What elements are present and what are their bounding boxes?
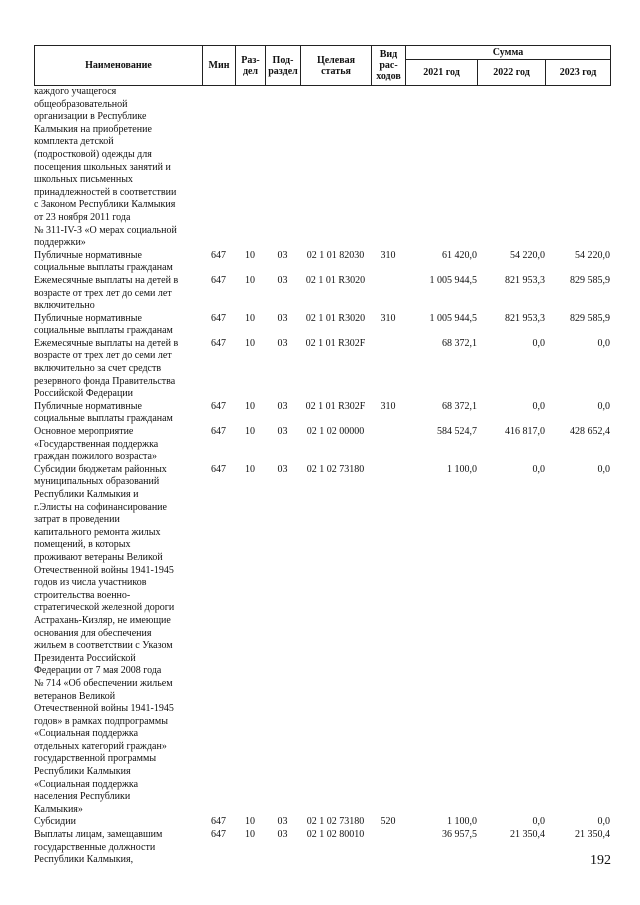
row-podrazdel: 03 (277, 312, 288, 324)
row-target: 02 1 01 R302F (305, 400, 366, 412)
row-target: 02 1 01 82030 (306, 249, 365, 261)
row-target: 02 1 01 R3020 (305, 274, 366, 286)
row-y2023: 0,0 (597, 816, 610, 828)
header-name: Наименование (35, 46, 203, 86)
row-y2021: 1 100,0 (447, 816, 477, 828)
table-row (34, 401, 610, 426)
row-min: 647 (211, 463, 226, 475)
row-name: Публичные нормативные социальные выплаты гражданам (34, 249, 173, 274)
row-target: 02 1 02 00000 (306, 426, 365, 438)
row-name: Субсидии (34, 816, 76, 828)
row-y2023: 21 350,4 (575, 829, 610, 841)
row-name: Публичные нормативные социальные выплаты гражданам (34, 312, 173, 337)
table-row (34, 338, 610, 401)
row-name: Выплаты лицам, замещавшим государственные должности Республики Калмыкия, (34, 829, 163, 866)
row-y2022: 0,0 (532, 816, 545, 828)
row-razdel: 10 (245, 426, 255, 438)
row-y2022: 0,0 (532, 400, 545, 412)
table-row (34, 250, 610, 275)
row-y2022: 821 953,3 (505, 274, 545, 286)
row-name: Ежемесячные выплаты на детей в возрасте от трех лет до семи лет включительно за счет средств резервного фонда Правительства Российской Федерации (34, 337, 179, 400)
row-y2021: 1 005 944,5 (429, 312, 477, 324)
table-row (34, 275, 610, 313)
table-row (34, 464, 610, 817)
row-vid: 310 (380, 400, 396, 412)
row-target: 02 1 02 73180 (306, 463, 365, 475)
row-name: Основное мероприятие «Государственная поддержка граждан пожилого возраста» (34, 426, 159, 463)
row-y2023: 0,0 (597, 463, 610, 475)
row-y2022: 416 817,0 (505, 426, 545, 438)
header-year-2021: 2021 год (406, 60, 478, 86)
row-razdel: 10 (245, 337, 255, 349)
row-podrazdel: 03 (277, 426, 288, 438)
header-year-2022: 2022 год (478, 60, 546, 86)
row-podrazdel: 03 (277, 400, 288, 412)
header-razdel: Раз- дел (236, 46, 266, 86)
row-razdel: 10 (245, 274, 255, 286)
header-vid: Вид рас- ходов (372, 46, 406, 86)
row-name: каждого учащегося общеобразовательной организации в Республике Калмыкия на приобретение комплекта детской (подростковой) одежды для посещения школьных занятий и школьных письменных принадлежностей в соответствии с Законом Республики Калмыкия от 23 ноября 2011 года № 311-IV-З «О мерах социальной поддержки» (34, 86, 177, 249)
row-podrazdel: 03 (277, 463, 288, 475)
row-vid: 310 (380, 249, 396, 261)
row-podrazdel: 03 (277, 829, 288, 841)
row-y2023: 0,0 (597, 337, 610, 349)
row-y2021: 68 372,1 (442, 337, 477, 349)
row-min: 647 (211, 249, 226, 261)
budget-table-page (34, 45, 610, 867)
row-y2023: 829 585,9 (570, 274, 610, 286)
row-razdel: 10 (245, 463, 255, 475)
row-y2022: 54 220,0 (510, 249, 545, 261)
row-min: 647 (211, 400, 226, 412)
row-name: Ежемесячные выплаты на детей в возрасте от трех лет до семи лет включительно (34, 274, 179, 312)
row-target: 02 1 01 R3020 (305, 312, 366, 324)
row-y2021: 1 005 944,5 (429, 274, 477, 286)
row-target: 02 1 02 80010 (306, 829, 365, 841)
row-y2023: 428 652,4 (570, 426, 610, 438)
row-target: 02 1 02 73180 (306, 816, 365, 828)
header-min: Мин (203, 46, 236, 86)
row-y2023: 54 220,0 (575, 249, 610, 261)
row-y2023: 0,0 (597, 400, 610, 412)
row-razdel: 10 (245, 400, 255, 412)
row-y2021: 61 420,0 (442, 249, 477, 261)
page-number: 192 (590, 853, 611, 868)
header-year-2023: 2023 год (546, 60, 611, 86)
row-name: Субсидии бюджетам районных муниципальных образований Республики Калмыкия и г.Элисты на софинансирование затрат в проведении капитального ремонта жилых помещений, в которых проживают ветераны Великой Отечественной войны 1941-1945 годов из числа участников строительства военно- стратегической железной дороги Астрахань-Кизляр, не имеющие основания для обеспечения жильем в соответствии с Указом Президента Российской Федерации от 7 мая 2008 года № 714 «Об обеспечении жильем ветеранов Великой Отечественной войны 1941-1945 годов» в рамках подпрограммы «Социальная поддержка отдельных категорий граждан» государственной программы Республики Калмыкия «Социальная поддержка населения Республики Калмыкия» (34, 463, 175, 815)
header-podrazdel: Под- раздел (266, 46, 301, 86)
row-podrazdel: 03 (277, 337, 288, 349)
header-sum: Сумма (406, 46, 611, 60)
row-y2021: 584 524,7 (437, 426, 477, 438)
row-podrazdel: 03 (277, 816, 288, 828)
row-razdel: 10 (245, 829, 255, 841)
row-min: 647 (211, 337, 226, 349)
row-min: 647 (211, 312, 226, 324)
row-min: 647 (211, 274, 226, 286)
table-body (34, 86, 610, 867)
table-row (34, 86, 610, 250)
row-podrazdel: 03 (277, 274, 288, 286)
header-target: Целевая статья (301, 46, 372, 86)
table-row (34, 313, 610, 338)
row-y2022: 0,0 (532, 463, 545, 475)
row-razdel: 10 (245, 312, 255, 324)
row-y2022: 0,0 (532, 337, 545, 349)
table-header (34, 45, 611, 86)
row-vid: 310 (380, 312, 396, 324)
row-y2022: 21 350,4 (510, 829, 545, 841)
row-min: 647 (211, 829, 226, 841)
row-razdel: 10 (245, 816, 255, 828)
row-min: 647 (211, 816, 226, 828)
row-y2022: 821 953,3 (505, 312, 545, 324)
row-y2021: 1 100,0 (447, 463, 477, 475)
row-y2021: 36 957,5 (442, 829, 477, 841)
row-vid: 520 (380, 816, 396, 828)
table-row (34, 426, 610, 464)
table-row (34, 829, 610, 867)
row-name: Публичные нормативные социальные выплаты гражданам (34, 400, 173, 425)
row-y2021: 68 372,1 (442, 400, 477, 412)
row-podrazdel: 03 (277, 249, 288, 261)
row-target: 02 1 01 R302F (305, 337, 366, 349)
table-row (34, 816, 610, 829)
row-y2023: 829 585,9 (570, 312, 610, 324)
row-razdel: 10 (245, 249, 255, 261)
row-min: 647 (211, 426, 226, 438)
